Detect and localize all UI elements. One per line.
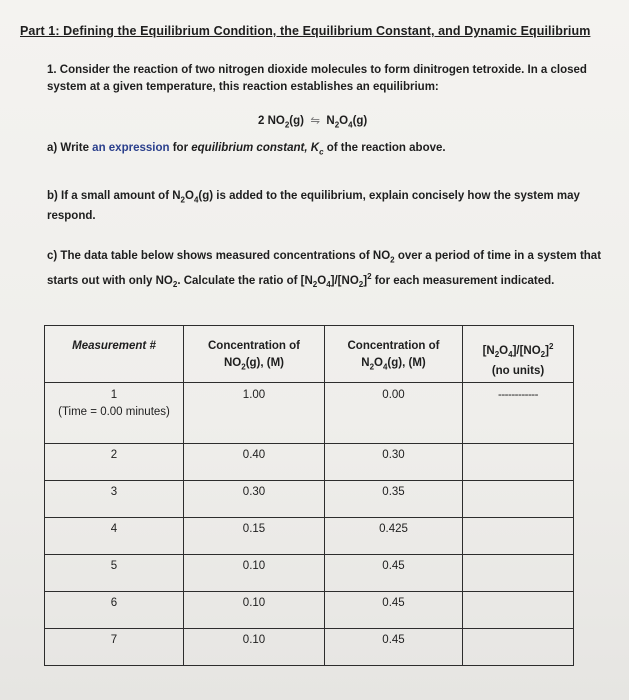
part-a-mid: for — [172, 142, 189, 154]
part-title: Part 1: Defining the Equilibrium Condition, the Equilibrium Constant, and Dynamic Equilibrium — [20, 24, 591, 38]
no2-value: 0.40 — [242, 449, 266, 461]
header-n2o4-unit: (g), (M) — [387, 357, 426, 369]
header-no2-line1: Concentration of — [208, 340, 300, 352]
header-ratio-units: (no units) — [491, 365, 545, 378]
question-number: 1. — [47, 64, 57, 76]
superscript: 2 — [367, 272, 372, 282]
header-measurement-label: Measurement # — [72, 340, 156, 352]
subscript: 2 — [369, 362, 375, 372]
cell-measurement — [45, 592, 184, 629]
superscript: 2 — [548, 342, 554, 351]
cell-measurement — [45, 481, 184, 518]
table-row — [45, 629, 574, 666]
header-n2o4 — [325, 326, 463, 383]
question-1 — [47, 62, 617, 96]
table-row — [45, 592, 574, 629]
header-ratio-formula: [N — [482, 344, 495, 357]
subscript: 4 — [382, 362, 388, 372]
part-a-tail: of the reaction above. — [326, 142, 446, 154]
header-ratio-formula: ]/[NO — [512, 344, 541, 357]
n2o4-value: 0.45 — [382, 560, 405, 572]
cell-measurement — [45, 444, 184, 481]
cell-ratio[interactable] — [463, 481, 574, 518]
table-row — [45, 481, 574, 518]
table-row — [45, 383, 574, 444]
table-header-row — [45, 326, 574, 383]
cell-ratio[interactable] — [463, 629, 574, 666]
cell-n2o4 — [325, 481, 463, 518]
cell-ratio[interactable] — [463, 444, 574, 481]
table-row — [45, 518, 574, 555]
ratio-value: ------------ — [498, 389, 538, 401]
subscript: 2 — [358, 280, 364, 290]
subscript: 2 — [390, 255, 395, 265]
product-o: O — [339, 115, 349, 127]
no2-value: 0.30 — [242, 486, 266, 498]
product: N — [326, 115, 335, 127]
measurement-note: (Time = 0.00 minutes) — [58, 406, 170, 418]
subscript: 4 — [326, 280, 331, 290]
subscript: 2 — [180, 195, 185, 205]
equilibrium-arrow-icon: ⇋ — [310, 115, 321, 127]
ratio-value — [463, 518, 573, 523]
no2-value: 0.15 — [242, 523, 266, 535]
n2o4-value: 0.425 — [379, 523, 408, 535]
n2o4-value: 0.45 — [382, 597, 405, 609]
cell-no2 — [184, 518, 325, 555]
table-row — [45, 555, 574, 592]
measurement-number: 4 — [110, 523, 118, 535]
cell-n2o4 — [325, 444, 463, 481]
n2o4-value: 0.00 — [382, 389, 405, 401]
measurement-number: 3 — [110, 486, 118, 498]
part-a — [47, 140, 607, 160]
cell-n2o4 — [325, 518, 463, 555]
header-ratio — [463, 326, 574, 383]
cell-n2o4 — [325, 555, 463, 592]
part-c-text: . Calculate the ratio of [N — [177, 275, 313, 288]
cell-ratio[interactable] — [463, 555, 574, 592]
no2-value: 0.10 — [242, 597, 266, 609]
part-c-text: for each measurement indicated. — [374, 275, 555, 288]
cell-measurement — [45, 383, 184, 444]
subscript: 2 — [312, 280, 318, 290]
cell-no2 — [184, 555, 325, 592]
part-b-text: (g) is added to the equilibrium, explain concisely how the system may respond. — [47, 190, 580, 223]
header-measurement — [45, 326, 184, 383]
cell-no2 — [184, 444, 325, 481]
measurement-number: 2 — [110, 449, 118, 461]
reaction-equation — [258, 113, 367, 129]
question-1-text: Consider the reaction of two nitrogen dioxide molecules to form dinitrogen tetroxide. In a closed system at a given temperature, this reaction establishes an equilibrium: — [47, 64, 587, 93]
data-table — [44, 325, 574, 666]
table-row — [45, 444, 574, 481]
measurement-number: 6 — [110, 597, 118, 609]
subscript: 2 — [241, 362, 246, 372]
cell-n2o4 — [325, 592, 463, 629]
header-n2o4-formula: N — [361, 357, 370, 369]
ratio-value — [463, 592, 573, 597]
subscript: 4 — [193, 195, 199, 205]
part-c-text: O — [317, 275, 327, 288]
part-a-label: a) Write — [47, 142, 89, 154]
part-c-text: ] — [363, 275, 368, 288]
measurement-number: 1 — [110, 389, 118, 401]
ratio-value — [463, 629, 573, 634]
part-a-keyword: an expression — [92, 142, 170, 154]
cell-no2 — [184, 481, 325, 518]
cell-n2o4 — [325, 383, 463, 444]
subscript: 2 — [540, 350, 546, 360]
cell-no2 — [184, 629, 325, 666]
measurement-number: 5 — [110, 560, 118, 572]
subscript: c — [319, 147, 324, 157]
header-no2-unit: (g), (M) — [245, 357, 285, 369]
header-no2 — [184, 326, 325, 383]
no2-value: 0.10 — [242, 560, 266, 572]
part-c-text: c) The data table below shows measured concentrations of NO — [47, 250, 391, 262]
header-ratio-formula: O — [499, 344, 509, 357]
measurement-number: 7 — [110, 634, 118, 646]
header-n2o4-formula: O — [374, 357, 383, 369]
subscript: 4 — [508, 350, 513, 360]
part-a-emph: equilibrium constant, K — [191, 142, 320, 154]
n2o4-value: 0.35 — [382, 486, 405, 498]
subscript: 2 — [172, 280, 178, 290]
cell-ratio[interactable] — [463, 518, 574, 555]
cell-no2 — [184, 592, 325, 629]
part-b-text: b) If a small amount of N — [47, 190, 181, 202]
ratio-value — [463, 555, 573, 560]
cell-measurement — [45, 555, 184, 592]
no2-value: 0.10 — [242, 634, 266, 646]
n2o4-value: 0.30 — [382, 449, 405, 461]
part-b-text: O — [185, 190, 194, 202]
cell-ratio — [463, 383, 574, 444]
subscript: 2 — [284, 120, 290, 130]
part-c-text: over a period of time in a system that starts out with only NO — [47, 250, 602, 288]
part-c — [47, 248, 622, 293]
cell-measurement — [45, 518, 184, 555]
part-c-text: ]/[NO — [330, 275, 359, 288]
subscript: 2 — [494, 350, 500, 360]
ratio-value — [463, 444, 573, 449]
part-b — [47, 188, 622, 225]
state: (g) — [352, 115, 368, 127]
subscript: 4 — [348, 120, 353, 130]
cell-measurement — [45, 629, 184, 666]
state: (g) — [289, 115, 304, 127]
ratio-value — [463, 481, 573, 486]
header-ratio-formula: ] — [545, 344, 549, 357]
header-n2o4-line1: Concentration of — [347, 340, 440, 352]
header-no2-formula: NO — [223, 357, 242, 369]
no2-value: 1.00 — [242, 389, 266, 401]
subscript: 2 — [334, 120, 340, 130]
n2o4-value: 0.45 — [382, 634, 405, 646]
cell-no2 — [184, 383, 325, 444]
reactant: 2 NO — [258, 115, 285, 127]
cell-n2o4 — [325, 629, 463, 666]
cell-ratio[interactable] — [463, 592, 574, 629]
